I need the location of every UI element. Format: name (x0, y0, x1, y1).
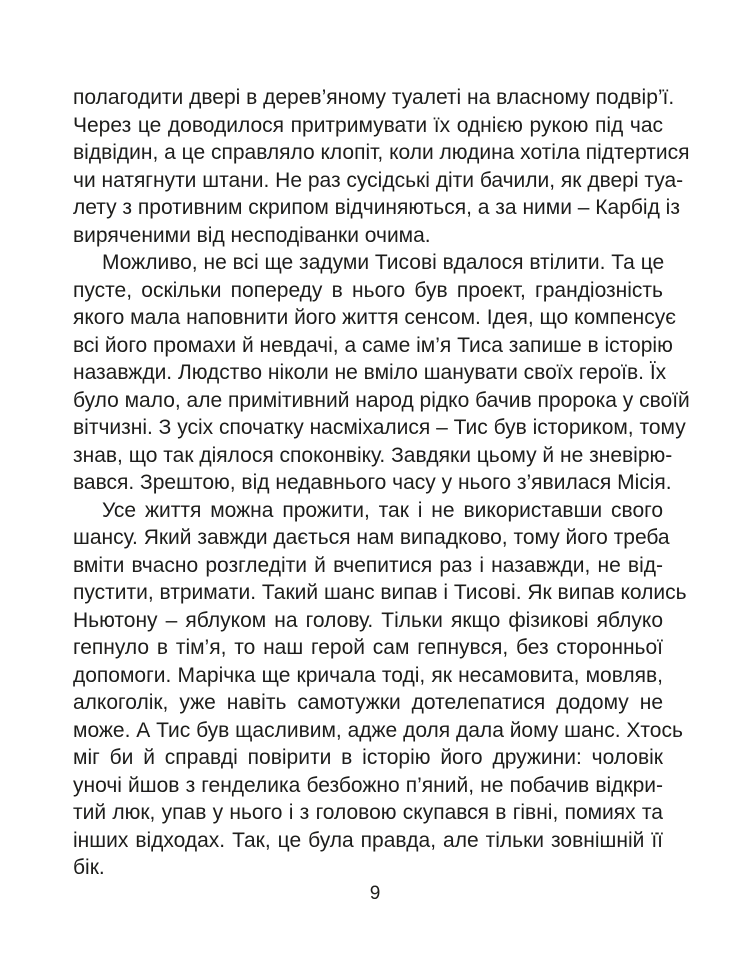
text-line: всі його промахи й невдачі, а саме ім’я Тиса запише в історію (73, 333, 673, 357)
text-line: було мало, але примітивний народ рідко бачив пророка у своїй (73, 388, 690, 412)
text-line: Через це доводилося притримувати їх однією рукою під час (73, 113, 663, 137)
text-line: вітчизні. З усіх спочатку насміхалися – Тис був істориком, тому (73, 416, 686, 439)
text-line: вався. Зрештою, від недавнього часу у нього з’явилася Місія. (73, 471, 672, 494)
text-line: Ньютону – яблуком на голову. Тільки якщо фізикові яблуко (73, 608, 663, 632)
text-line: виряченими від несподіванки очима. (73, 223, 431, 247)
page-number: 9 (369, 883, 381, 904)
text-line: бік. (73, 856, 105, 879)
text-line: назавжди. Людство ніколи не вміло шанувати своїх героїв. Їх (73, 361, 667, 384)
text-line: алкоголік, уже навіть самотужки дотелепатися додому не (73, 691, 663, 714)
text-line: чи натягнути штани. Не раз сусідські діти бачили, як двері туа- (73, 168, 684, 192)
paragraph-3 (73, 497, 687, 882)
paragraph-1 (73, 84, 690, 249)
text-line: відвідин, а це справляло клопіт, коли людина хотіла підтертися (73, 141, 690, 164)
text-line: гепнуло в тім’я, то наш герой сам гепнувся, без сторонньої (73, 636, 663, 659)
text-line: уночі йшов з генделика безбожно п’яний, не побачив відкри- (73, 773, 663, 797)
paragraph-2 (73, 249, 690, 497)
text-line: пусте, оскільки попереду в нього був проект, грандіозність (73, 278, 663, 302)
text-line: може. А Тис був щасливим, адже доля дала йому шанс. Хтось (73, 718, 683, 742)
text-line: знав, що так діялося споконвіку. Завдяки цьому й не зневірю- (73, 443, 673, 467)
text-line: міг би й справді повірити в історію його дружини: чоловік (73, 746, 663, 769)
text-line: пустити, втримати. Такий шанс випав і Тисові. Як випав колись (73, 581, 687, 604)
text-line: Усе життя можна прожити, так і не використавши свого (102, 498, 663, 522)
text-line: інших відходах. Так, це була правда, але тільки зовнішній її (73, 828, 663, 852)
text-line: лету з противним скрипом відчиняються, а за ними – Карбід із (73, 196, 680, 219)
text-line: вміти вчасно розгледіти й вчепитися раз і назавжди, не від- (73, 553, 663, 577)
text-line: полагодити двері в дерев’яному туалеті на власному подвір’ї. (73, 86, 675, 109)
body-text (73, 84, 690, 882)
text-line: якого мала наповнити його життя сенсом. Ідея, що компенсує (73, 306, 676, 329)
text-line: допомоги. Марічка ще кричала тоді, як несамовита, мовляв, (73, 663, 663, 687)
text-line: шансу. Який завжди дається нам випадково, тому його треба (73, 526, 670, 549)
text-line: тий люк, упав у нього і з головою скупався в гівні, помиях та (73, 801, 663, 824)
text-line: Можливо, не всі ще задуми Тисові вдалося втілити. Та це (102, 251, 665, 274)
